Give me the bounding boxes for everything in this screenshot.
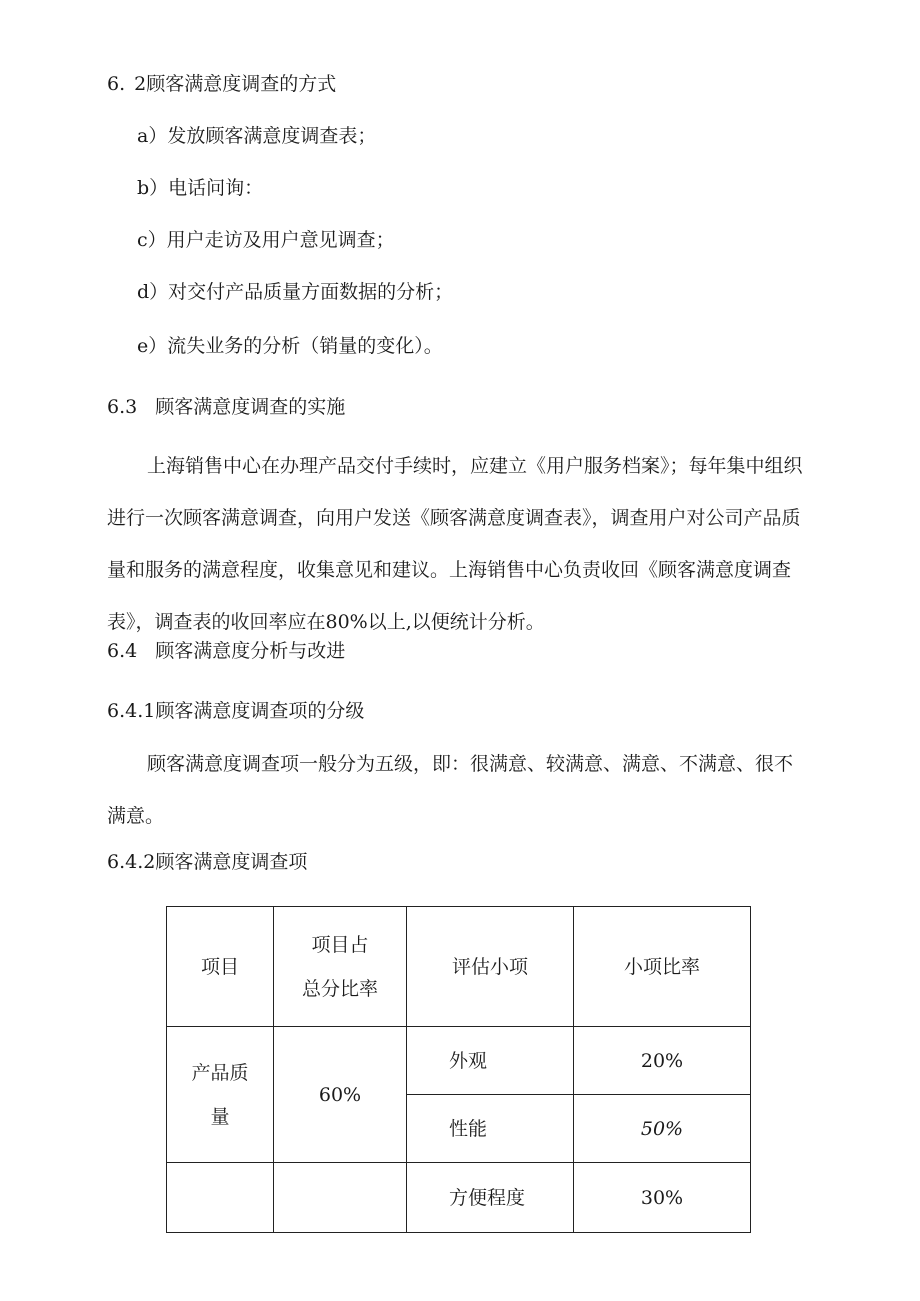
table-row <box>167 1163 751 1233</box>
section-6-3-heading <box>107 394 345 420</box>
section-6-2-heading <box>107 71 336 97</box>
list-item-a: a）发放顾客满意度调查表； <box>137 125 377 147</box>
sub-rate-cell: 30% <box>574 1163 751 1233</box>
list-item-e: e）流失业务的分析（销量的变化）。 <box>137 335 443 357</box>
list-item-b: b）电话问询： <box>137 177 264 199</box>
empty-item-cell <box>167 1163 274 1233</box>
header-sub-rate: 小项比率 <box>574 907 751 1027</box>
section-6-3-body <box>107 440 807 648</box>
sub-item-cell: 外观 <box>407 1027 574 1095</box>
group-share-cell: 60% <box>274 1027 407 1163</box>
section-6-4-1-body <box>107 738 807 842</box>
section-6-2-title: 2顾客满意度调查的方式 <box>134 73 337 95</box>
table-header-row <box>167 907 751 1027</box>
satisfaction-table <box>166 906 751 1233</box>
section-6-3-body-text: 上海销售中心在办理产品交付手续时，应建立《用户服务档案》；每年集中组织进行一次顾客满意调查，向用户发送《顾客满意度调查表》，调查用户对公司产品质量和服务的满意程度，收集意见和建议。上海销售中心负责收回《顾客满意度调查表》，调查表的收回率应在80%以上,以便统计分析。 <box>107 455 803 633</box>
table-row <box>167 1027 751 1095</box>
sub-item-cell: 性能 <box>407 1095 574 1163</box>
header-share-line2: 总分比率 <box>301 977 378 1000</box>
sub-item-cell: 方便程度 <box>407 1163 574 1233</box>
header-share <box>274 907 407 1027</box>
header-item: 项目 <box>167 907 274 1027</box>
section-6-3-title: 顾客满意度调查的实施 <box>155 396 346 418</box>
list-item-c: c）用户走访及用户意见调查； <box>137 229 395 251</box>
section-6-2-number: 6. <box>107 73 126 95</box>
empty-share-cell <box>274 1163 407 1233</box>
section-6-4-heading <box>107 638 345 664</box>
section-6-4-number: 6.4 <box>107 640 138 662</box>
header-share-line1: 项目占 <box>311 933 369 956</box>
sub-rate-cell: 20% <box>574 1027 751 1095</box>
group-name-line1: 产品质 <box>191 1061 249 1084</box>
list-item-d: d）对交付产品质量方面数据的分析； <box>137 281 454 303</box>
section-6-4-1-heading: 6.4.1顾客满意度调查项的分级 <box>107 700 365 722</box>
group-name-line2: 量 <box>210 1105 230 1128</box>
sub-rate-cell: 50% <box>574 1095 751 1163</box>
section-6-4-2-heading: 6.4.2顾客满意度调查项 <box>107 851 308 873</box>
section-6-3-number: 6.3 <box>107 396 138 418</box>
group-name-cell <box>167 1027 274 1163</box>
section-6-4-1-body-text: 顾客满意度调查项一般分为五级，即：很满意、较满意、满意、不满意、很不满意。 <box>107 753 794 827</box>
header-sub-item: 评估小项 <box>407 907 574 1027</box>
section-6-4-title: 顾客满意度分析与改进 <box>155 640 346 662</box>
